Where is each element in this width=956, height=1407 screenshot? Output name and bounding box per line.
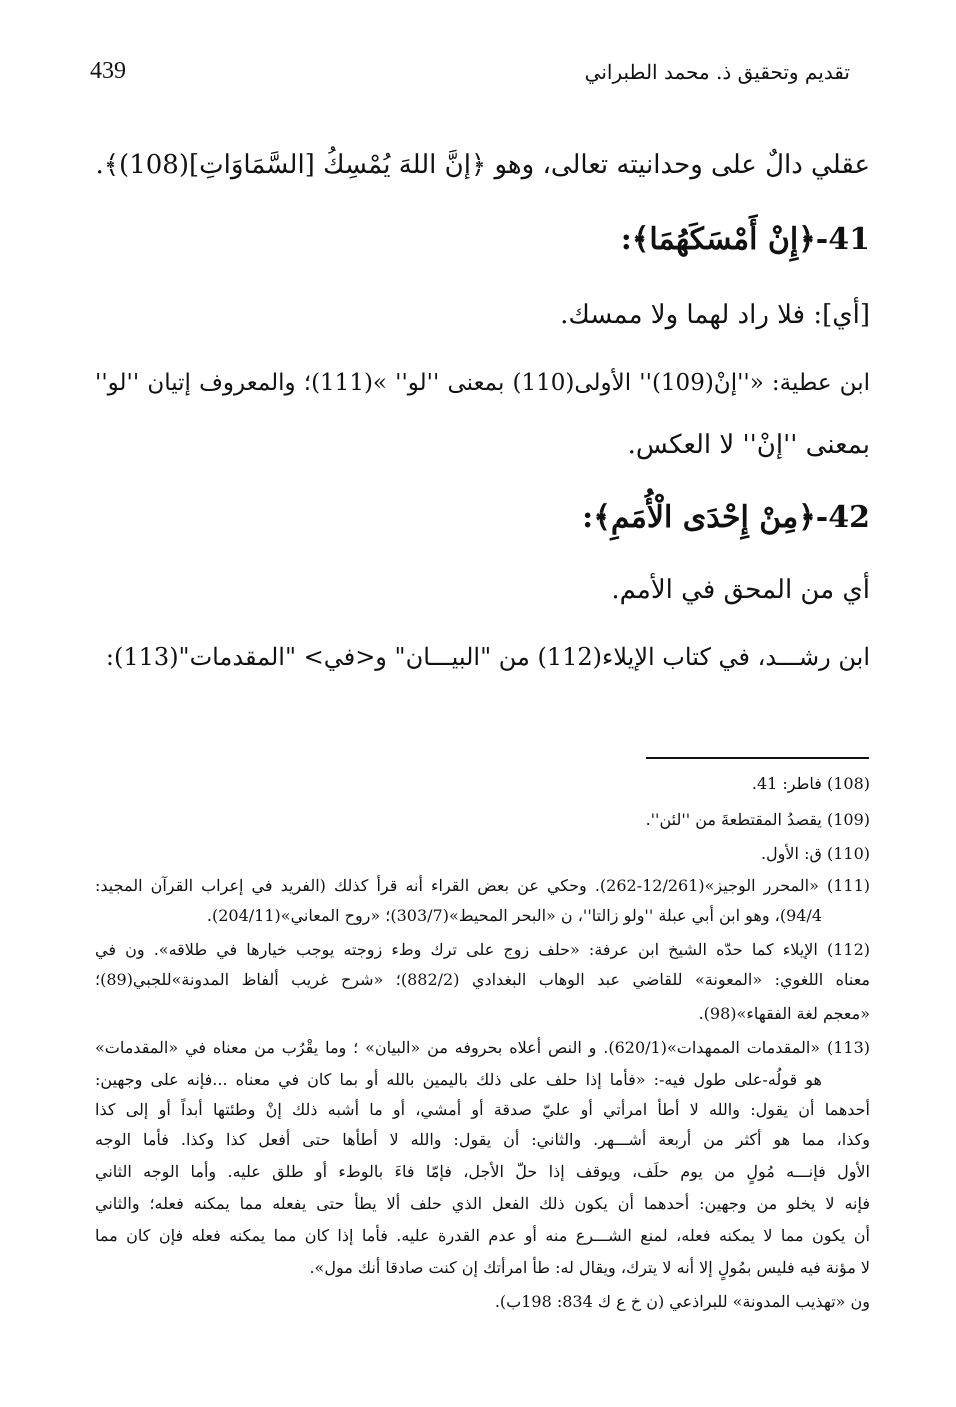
footnote: (110) ق: الأول. <box>760 844 870 863</box>
verse-heading-41: 41-﴿إِنْ أَمْسَكَهُمَا﴾: <box>620 222 870 257</box>
footnote-continuation: وكذا، مما هو أكثر من أربعة أشـــهر. والثاني: أن يقول: والله لا أطأها حتى أفعل كذا وكذا. فأما الوجه <box>95 1130 870 1149</box>
text-line: ابن عطية: «''إنْ(109)'' الأولى(110) بمعنى ''لو'' »(111)؛ والمعروف إتيان ''لو'' <box>95 370 870 396</box>
verse-heading-42: 42-﴿مِنْ إِحْدَى الْأُمَمِ﴾: <box>582 500 870 535</box>
footnote-continuation: ون «تهذيب المدونة» للبراذعي (ن خ ع ك 834: 198ب). <box>494 1292 870 1311</box>
footnote-continuation: هو قولُه-على طول فيه-: «فأما إذا حلف على ذلك باليمين بالله أو بما كان في معناه ...فإنه على وجهين: <box>95 1070 822 1089</box>
footnote-continuation: 94/4)، وهو ابن أبي عبلة ''ولو زالتا''، ن «البحر المحيط»(303/7)؛ «روح المعاني»(204/11). <box>206 906 822 925</box>
footnote-continuation: الأول فإنـــه مُولٍ من يوم حلَف، ويوقف إذا حلّ الأجل، فإمّا فاءَ بالوطء أو طلق عليه. وأما الوجه الثاني <box>95 1162 870 1181</box>
footnote-continuation: أن يكون مما لا يمكنه فعله، لمنع الشـــرع منه أو عدم القدرة عليه. فأما إذا كان مما يمكنه فعله فإن كان مما <box>95 1226 870 1245</box>
page-number: 439 <box>90 58 126 84</box>
page-header <box>90 58 850 92</box>
footnote: (112) الإيلاء كما حدّه الشيخ ابن عرفة: «حلف زوج على ترك وطء زوجته يوجب خيارها في طلاقه». ون في <box>95 940 870 959</box>
text-line: أي من المحق في الأمم. <box>611 575 870 605</box>
text-line: [أي]: فلا راد لهما ولا ممسك. <box>560 300 870 330</box>
text-line: ابن رشـــد، في كتاب الإيلاء(112) من "البيـــان" و<في> "المقدمات"(113): <box>105 643 870 671</box>
text-line: عقلي دالٌ على وحدانيته تعالى، وهو ﴿إنَّ اللهَ يُمْسِكُ [السَّمَاوَاتِ](108)﴾. <box>95 150 870 180</box>
footnote-continuation: أحدهما أن يقول: والله لا أطأ امرأتي أو عليّ صدقة أو أمشي، أو ما أشبه ذلك إنْ وطئتها أبداً أو إلى كذا <box>95 1100 870 1119</box>
footnote: (111) «المحرر الوجيز»(12/261-262). وحكي عن بعض القراء أنه قرأ كذلك (الفريد في إعراب القرآن المجيد: <box>95 876 870 895</box>
footnote-continuation: «معجم لغة الفقهاء»(98). <box>698 1004 870 1023</box>
text-line: بمعنى ''إنْ'' لا العكس. <box>627 430 870 460</box>
running-head: تقديم وتحقيق ذ. محمد الطبراني <box>584 60 850 84</box>
footnote: (108) فاطر: 41. <box>751 774 870 793</box>
footnote: (109) يقصدُ المقتطعةَ من ''لئن''. <box>645 810 870 829</box>
footnote-continuation: فإنه لا يخلو من وجهين: أحدهما أن يكون ذلك الفعل الذي حلف ألا يطأ حتى يفعله مما يمكنه فعله؛ والثاني <box>95 1194 870 1213</box>
footnote-continuation: معناه اللغوي: «المعونة» للقاضي عبد الوهاب البغدادي (882/2)؛ «شرح غريب ألفاظ المدونة»للجبي(89)؛ <box>95 970 870 989</box>
footnote-separator <box>646 757 869 759</box>
footnote: (113) «المقدمات الممهدات»(620/1). و النص أعلاه بحروفه من «البيان» ؛ وما يقْرُب من معناه في «المقدمات» <box>95 1038 871 1057</box>
footnote-continuation: لا مؤنة فيه فليس بمُولٍ إلا أنه لا يترك، ويقال له: طأ امرأتك إن كنت صادقا أنك مول». <box>309 1258 870 1277</box>
